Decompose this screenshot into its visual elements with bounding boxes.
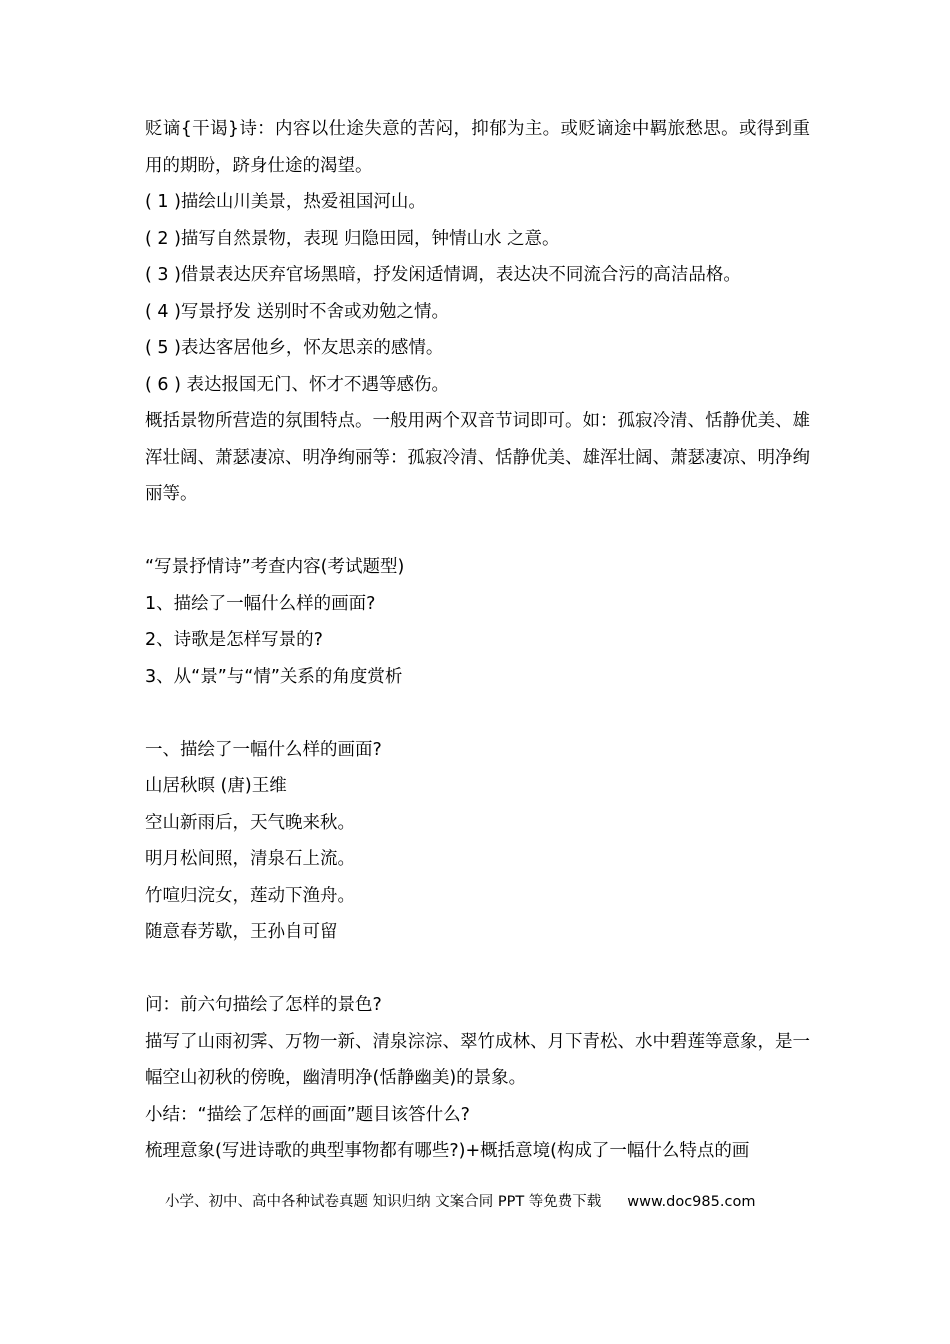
blank-line	[145, 695, 810, 732]
footer-text: 小学、初中、高中各种试卷真题 知识归纳 文案合同 PPT 等免费下载	[165, 1194, 602, 1210]
question-text: 问：前六句描绘了怎样的景色?	[145, 995, 382, 1015]
list-item-1: ( 1 )描绘山川美景，热爱祖国河山。	[145, 192, 426, 212]
section-heading-exam-content: “写景抒情诗”考查内容(考试题型)	[145, 557, 405, 577]
list-item-4: ( 4 )写景抒发 送别时不舍或劝勉之情。	[145, 301, 449, 322]
document-body	[145, 111, 810, 1170]
page-footer	[165, 1190, 805, 1211]
summary-heading: 小结：“描绘了怎样的画面”题目该答什么?	[145, 1104, 470, 1125]
blank-line	[145, 951, 810, 988]
poem-line-4: 随意春芳歇，王孙自可留	[145, 922, 338, 942]
question-item-3: 3、从“景”与“情”关系的角度赏析	[145, 666, 403, 687]
list-item-6: ( 6 ) 表达报国无门、怀才不遇等感伤。	[145, 374, 449, 395]
poem-line-3: 竹喧归浣女，莲动下渔舟。	[145, 885, 355, 906]
question-item-1: 1、描绘了一幅什么样的画面?	[145, 593, 376, 614]
blank-line	[145, 513, 810, 550]
list-item-2: ( 2 )描写自然景物，表现 归隐田园，钟情山水 之意。	[145, 228, 560, 249]
summary-text: 梳理意象(写进诗歌的典型事物都有哪些?)+概括意境(构成了一幅什么特点的画	[145, 1141, 750, 1161]
poem-title: 山居秋暝 (唐)王维	[145, 776, 287, 796]
paragraph-banishment-poems: 贬谪{干谒}诗：内容以仕途失意的苦闷，抑郁为主。或贬谪途中羁旅愁思。或得到重用的期盼，跻身仕途的渴望。	[145, 119, 810, 176]
answer-text: 描写了山雨初霁、万物一新、清泉淙淙、翠竹成林、月下青松、水中碧莲等意象，是一幅空山初秋的傍晚，幽清明净(恬静幽美)的景象。	[145, 1031, 810, 1088]
list-item-3: ( 3 )借景表达厌弃官场黑暗，抒发闲适情调，表达决不同流合污的高洁品格。	[145, 265, 741, 285]
footer-url: www.doc985.com	[627, 1194, 756, 1210]
list-item-5: ( 5 )表达客居他乡，怀友思亲的感情。	[145, 338, 444, 358]
paragraph-atmosphere: 概括景物所营造的氛围特点。一般用两个双音节词即可。如：孤寂冷清、恬静优美、雄浑壮阔、萧瑟凄凉、明净绚丽等：孤寂冷清、恬静优美、雄浑壮阔、萧瑟凄凉、明净绚丽等。	[145, 411, 810, 504]
section-heading-one: 一、描绘了一幅什么样的画面?	[145, 739, 382, 760]
poem-line-2: 明月松间照，清泉石上流。	[145, 849, 355, 869]
question-item-2: 2、诗歌是怎样写景的?	[145, 630, 323, 650]
poem-line-1: 空山新雨后，天气晚来秋。	[145, 812, 355, 833]
